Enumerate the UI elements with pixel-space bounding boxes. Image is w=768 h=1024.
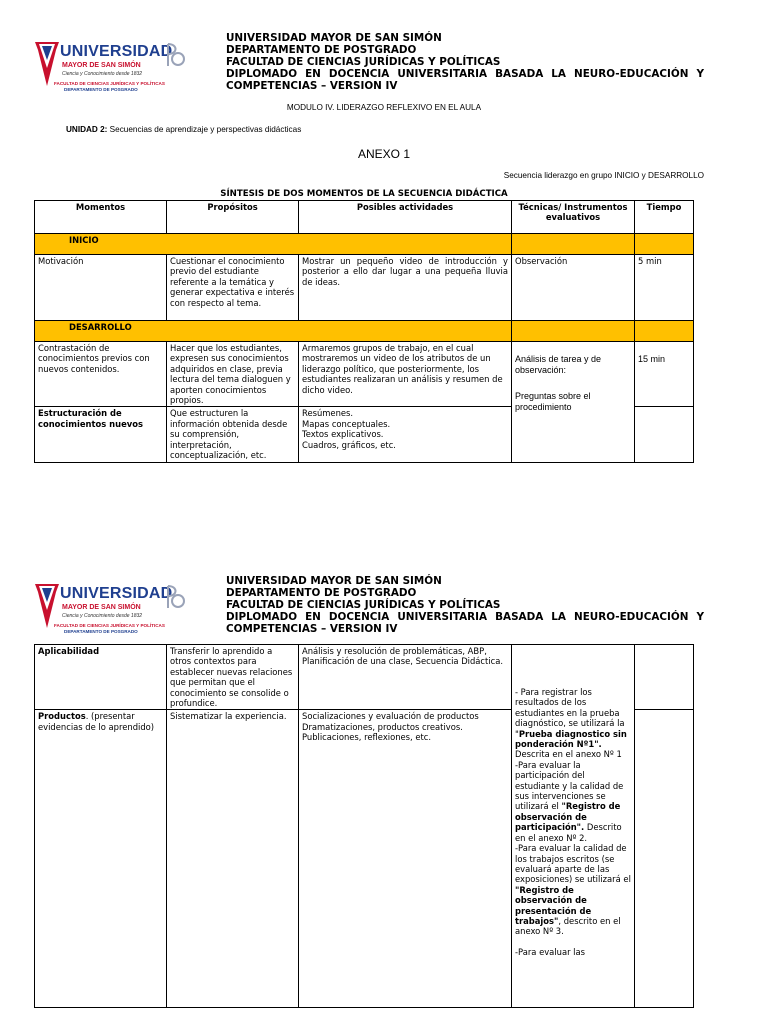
moment-note: . (presentar evidencias de lo aprendido) xyxy=(38,711,155,732)
purpose-cell: Que estructuren la información obtenida desde su comprensión, interpretación, conceptualización, etc. xyxy=(167,407,299,463)
table-caption: SÍNTESIS DE DOS MOMENTOS DE LA SECUENCIA DIDÁCTICA xyxy=(220,189,508,199)
section-label: DESARROLLO xyxy=(35,321,512,342)
instrument-name: "Registro de observación de presentación de trabajos" xyxy=(515,884,592,926)
header-line: DEPARTAMENTO DE POSTGRADO xyxy=(226,587,417,599)
technique-cell xyxy=(512,645,635,1008)
technique-text: -Para evaluar la participación del estudiante y la calidad de sus intervenciones se utilizará el xyxy=(515,759,624,812)
logo-tagline: Ciencia y Conocimiento desde 1832 xyxy=(62,613,143,619)
moment-cell: Contrastación de conocimientos previos con nuevos contenidos. xyxy=(35,342,167,407)
header-line: UNIVERSIDAD MAYOR DE SAN SIMÓN xyxy=(226,32,442,44)
column-header: Tiempo xyxy=(635,201,694,234)
logo-faculty: FACULTAD DE CIENCIAS JURÍDICAS Y POLÍTICAS xyxy=(54,81,165,86)
header-line: DIPLOMADO EN DOCENCIA UNIVERSITARIA BASADA LA NEURO-EDUCACIÓN Y xyxy=(226,611,704,623)
empty-cell xyxy=(512,321,635,342)
empty-cell xyxy=(635,321,694,342)
technique-text: , descrito en el anexo Nº 3. xyxy=(515,915,621,937)
table-row xyxy=(35,255,694,321)
empty-cell xyxy=(635,234,694,255)
moment-cell: Motivación xyxy=(35,255,167,321)
technique-text: -Para evaluar la calidad de los trabajos escritos (se evaluará aparte de las exposiciones) se utilizará el xyxy=(515,843,631,885)
activity-line: Cuadros, gráficos, etc. xyxy=(302,439,396,450)
unit-line xyxy=(66,125,301,134)
table-row xyxy=(35,342,694,407)
didactic-sequence-table xyxy=(34,189,694,463)
technique-paragraph xyxy=(515,843,631,937)
header-line: COMPETENCIAS – VERSION IV xyxy=(226,80,398,92)
unit-label: UNIDAD 2: xyxy=(66,125,108,134)
header-line: FACULTAD DE CIENCIAS JURÍDICAS Y POLÍTICAS xyxy=(226,599,501,611)
university-logo xyxy=(34,38,184,98)
moment-cell xyxy=(35,645,167,710)
logo-subname: MAYOR DE SAN SIMÓN xyxy=(62,62,141,69)
activity-cell: Socializaciones y evaluación de productos Dramatizaciones, productos creativos. Publicaciones, reflexiones, etc. xyxy=(299,710,512,1008)
technique-text: Descrito en el anexo Nº 2. xyxy=(515,822,622,843)
page-header xyxy=(226,575,704,635)
purpose-cell: Sistematizar la experiencia. xyxy=(167,710,299,1008)
section-row-inicio xyxy=(35,234,694,255)
posgrado-mark-icon xyxy=(164,42,186,68)
activity-cell: Armaremos grupos de trabajo, en el cual mostraremos un video de los atributos de un liderazgo político, que posteriormente, los estudiantes realizaran un análisis y resumen de dicho video. xyxy=(299,342,512,407)
purpose-cell: Transferir lo aprendido a otros contextos para establecer nuevas relaciones que permitan que el conocimiento se consolide o profundice. xyxy=(167,645,299,710)
technique-paragraph xyxy=(515,760,631,843)
purpose-cell: Hacer que los estudiantes, expresen sus conocimientos adquiridos en clase, previa lectura del tema dialoguen y aporten conocimientos propios. xyxy=(167,342,299,407)
moment-cell xyxy=(35,710,167,1008)
logo-subname: MAYOR DE SAN SIMÓN xyxy=(62,604,141,611)
technique-text: Preguntas sobre el procedimiento xyxy=(515,391,591,412)
empty-cell xyxy=(635,407,694,463)
header-line: FACULTAD DE CIENCIAS JURÍDICAS Y POLÍTICAS xyxy=(226,56,501,68)
technique-paragraph xyxy=(515,687,631,760)
unit-text: Secuencias de aprendizaje y perspectivas didácticas xyxy=(107,125,302,134)
header-line: DIPLOMADO EN DOCENCIA UNIVERSITARIA BASADA LA NEURO-EDUCACIÓN Y xyxy=(226,68,704,80)
column-header: Propósitos xyxy=(167,201,299,234)
university-logo xyxy=(34,580,184,640)
time-cell: 15 min xyxy=(635,342,694,407)
column-header: Momentos xyxy=(35,201,167,234)
section-row-desarrollo xyxy=(35,321,694,342)
moment-cell xyxy=(35,407,167,463)
header-line: COMPETENCIAS – VERSION IV xyxy=(226,623,398,635)
purpose-cell: Cuestionar el conocimiento previo del estudiante referente a la temática y generar expectativa e interés con respecto al tema. xyxy=(167,255,299,321)
header-line: UNIVERSIDAD MAYOR DE SAN SIMÓN xyxy=(226,575,442,587)
activity-line: Textos explicativos. xyxy=(302,429,384,440)
column-header: Técnicas/ Instrumentos evaluativos xyxy=(512,201,635,234)
empty-cell xyxy=(512,234,635,255)
logo-name: UNIVERSIDAD xyxy=(60,585,173,602)
didactic-sequence-table-continued xyxy=(34,644,694,1008)
activity-line: Resúmenes. xyxy=(302,408,354,419)
activity-cell xyxy=(299,407,512,463)
technique-cell: Observación xyxy=(512,255,635,321)
module-title: MODULO IV. LIDERAZGO REFLEXIVO EN EL AULA xyxy=(286,103,482,112)
logo-department: DEPARTAMENTO DE POSGRADO xyxy=(64,629,138,634)
logo-faculty: FACULTAD DE CIENCIAS JURÍDICAS Y POLÍTICAS xyxy=(54,623,165,628)
logo-tagline: Ciencia y Conocimiento desde 1832 xyxy=(62,71,143,77)
page-header xyxy=(226,32,704,92)
header-line: DEPARTAMENTO DE POSTGRADO xyxy=(226,44,417,56)
empty-cell xyxy=(635,710,694,1008)
activity-cell: Mostrar un pequeño video de introducción y posterior a ello dar lugar a una pequeña lluvia de ideas. xyxy=(299,255,512,321)
technique-paragraph: -Para evaluar las xyxy=(515,946,586,957)
technique-text: Análisis de tarea y de observación: xyxy=(515,354,602,375)
technique-cell xyxy=(512,342,635,463)
logo-department: DEPARTAMENTO DE POSGRADO xyxy=(64,87,138,92)
technique-text: Descrita en el anexo Nº 1 xyxy=(515,749,622,760)
section-label: INICIO xyxy=(35,234,512,255)
instrument-name: Prueba diagnostico sin ponderación Nº1". xyxy=(515,728,627,750)
instrument-name: "Registro de observación de participación". xyxy=(515,801,621,833)
annex-title: ANEXO 1 xyxy=(357,147,411,161)
activity-line: Mapas conceptuales. xyxy=(302,418,391,429)
posgrado-mark-icon xyxy=(164,584,186,610)
sequence-note: Secuencia liderazgo en grupo INICIO y DESARROLLO xyxy=(503,171,704,180)
column-header: Posibles actividades xyxy=(299,201,512,234)
table-row xyxy=(35,645,694,710)
moment-label: Estructuración de conocimientos nuevos xyxy=(38,408,143,429)
moment-label: Aplicabilidad xyxy=(38,646,100,656)
activity-cell: Análisis y resolución de problemáticas, ABP, Planificación de una clase, Secuencia Didáctica. xyxy=(299,645,512,710)
empty-cell xyxy=(635,645,694,710)
time-cell: 5 min xyxy=(635,255,694,321)
technique-text: - Para registrar los resultados de los estudiantes en la prueba diagnóstico, se utilizará la " xyxy=(515,687,625,739)
table-header-row xyxy=(35,201,694,234)
logo-name: UNIVERSIDAD xyxy=(60,43,173,60)
moment-label: Productos xyxy=(38,711,86,722)
